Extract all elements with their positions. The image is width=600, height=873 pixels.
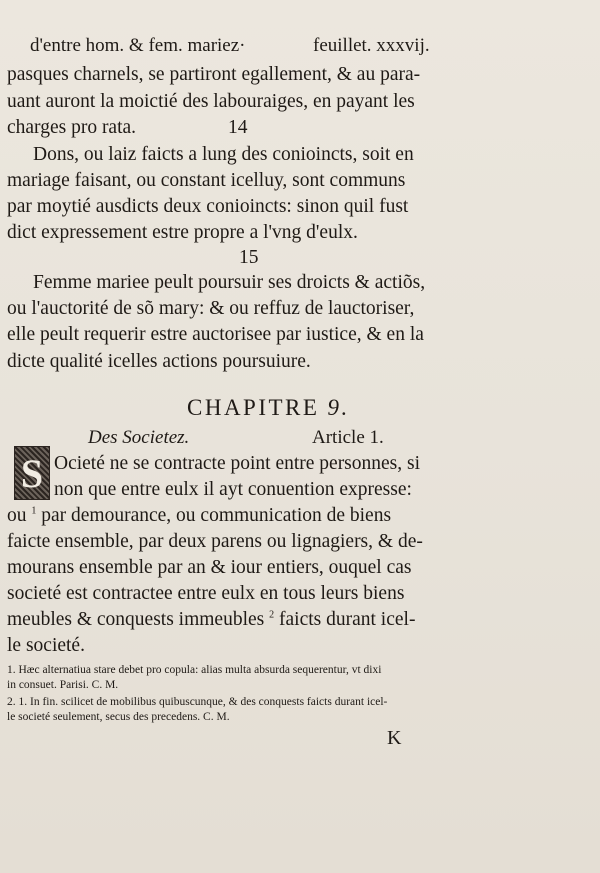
text-line: ou l'auctorité de sõ mary: & ou reffuz de lauctoriser,	[7, 298, 415, 319]
footnote-line: 1. Hæc alternatiua stare debet pro copula: alias multa absurda sequerentur, vt dixi	[7, 664, 382, 676]
chapter-number: 9.	[327, 395, 350, 420]
article-number: 15	[239, 247, 259, 268]
text-line: elle peult requerir estre auctorisee par iustice, & en la	[7, 324, 424, 345]
dropcap-letter: S	[20, 450, 44, 496]
text-line: dicte qualité icelles actions poursuiure.	[7, 351, 311, 372]
article-number: 14	[228, 117, 248, 138]
footnote-line: in consuet. Parisi. C. M.	[7, 679, 119, 691]
chapter-heading	[187, 395, 350, 421]
text-line: meubles & conquests immeubles $^2$ faicts durant icel-	[7, 609, 416, 630]
text-line: mourans ensemble par an & iour entiers, ouquel cas	[7, 557, 412, 578]
text-line: ou $^1$ par demourance, ou communication de biens	[7, 505, 392, 526]
text-line: le societé.	[7, 635, 85, 656]
text-line: par moytié ausdicts deux conioincts: sinon quil fust	[7, 196, 409, 217]
dropcap-initial	[14, 446, 50, 500]
text-line: faicte ensemble, par deux parens ou lignagiers, & de-	[7, 531, 423, 552]
signature-mark: K	[387, 727, 402, 749]
chapter-subtitle: Des Societez.	[88, 427, 190, 448]
text-line: societé est contractee entre eulx en tous leurs biens	[7, 583, 405, 604]
text-line: non que entre eulx il ayt conuention expresse:	[54, 479, 412, 500]
text-line: Dons, ou laiz faicts a lung des conioincts, soit en	[33, 144, 414, 165]
article-label: Article 1.	[312, 427, 384, 448]
text-line: Femme mariee peult poursuir ses droicts & actiõs,	[33, 272, 426, 293]
text-line: dict expressement estre propre a l'vng d'eulx.	[7, 222, 358, 243]
text-line: Ocieté ne se contracte point entre personnes, si	[54, 453, 421, 474]
folio-number: feuillet. xxxvij.	[313, 35, 430, 56]
note-marker[interactable]: 2	[269, 609, 275, 621]
chapter-title: CHAPITRE	[187, 395, 320, 420]
text-line: charges pro rata.	[7, 117, 137, 138]
note-marker[interactable]: 1	[31, 505, 37, 517]
footnote-line: le societé seulement, secus des precedens. C. M.	[7, 711, 230, 723]
text-line: pasques charnels, se partiront egallement, & au para-	[7, 64, 421, 85]
footnote-line: 2. 1. In fin. scilicet de mobilibus quibuscunque, & des conquests faicts durant icel-	[7, 696, 388, 708]
text-line: mariage faisant, ou constant icelluy, sont communs	[7, 170, 406, 191]
text-line: uant auront la moictié des labouraiges, en payant les	[7, 91, 415, 112]
running-head: d'entre hom. & fem. mariez·	[30, 35, 246, 56]
